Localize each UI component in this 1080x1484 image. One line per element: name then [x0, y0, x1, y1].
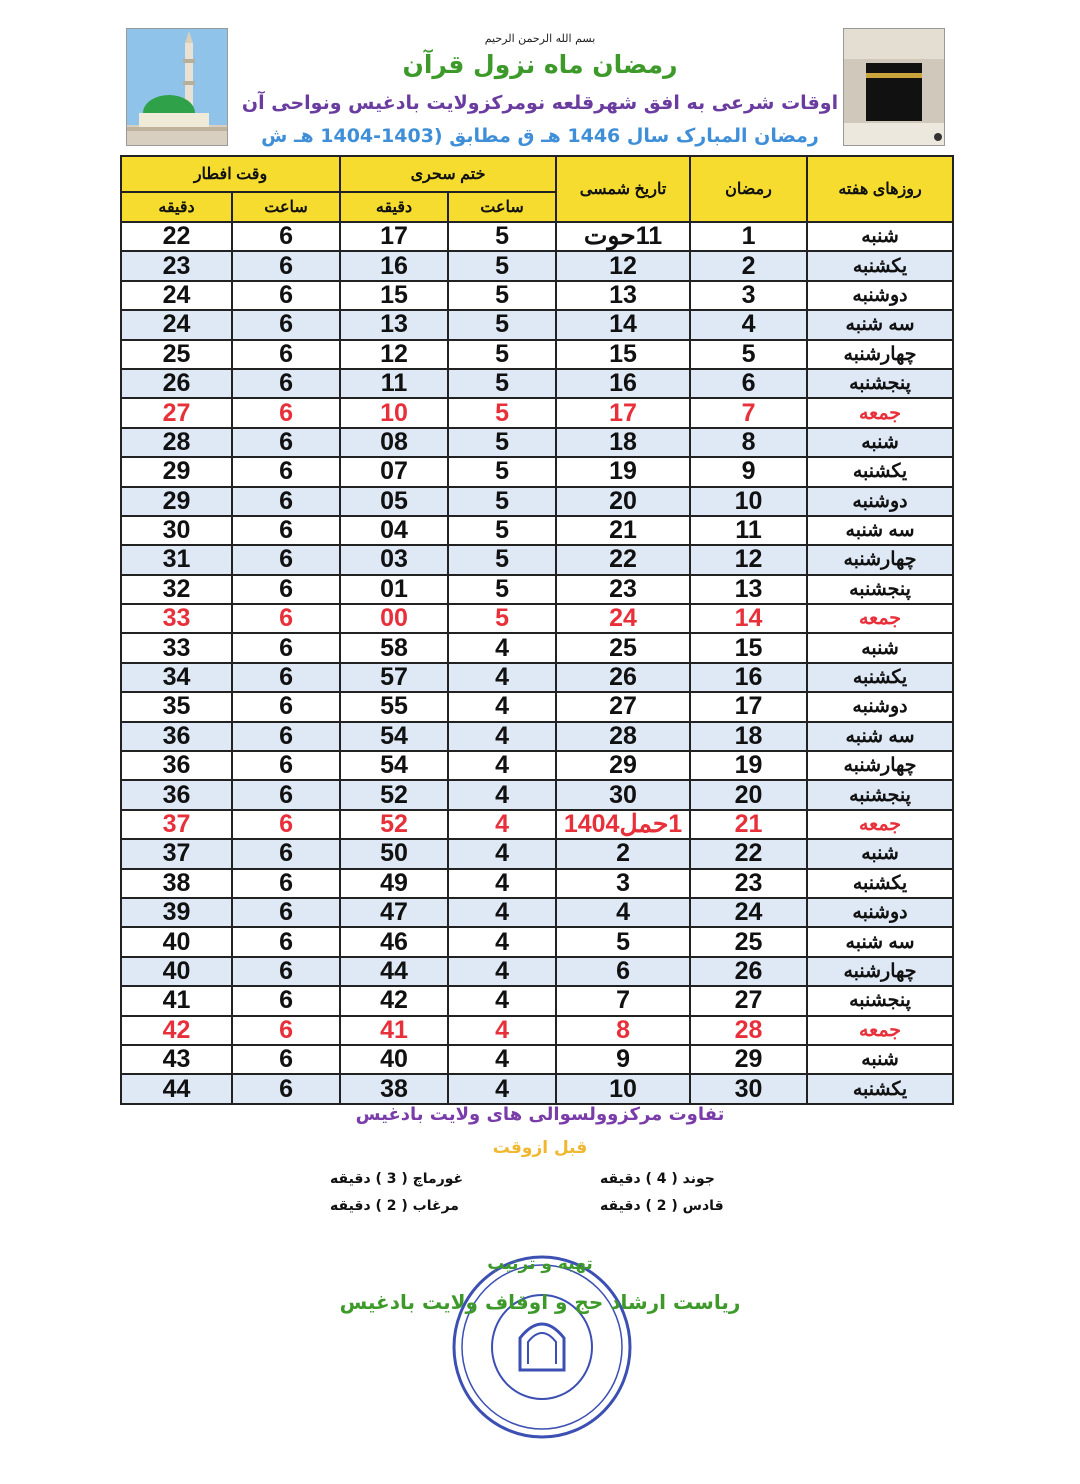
cell-sahari-minute: 46	[340, 927, 448, 956]
cell-solar-date: 6	[556, 957, 690, 986]
table-row	[121, 986, 953, 1015]
cell-sahari-hour: 4	[448, 957, 556, 986]
cell-solar-date: 1حمل1404	[556, 810, 690, 839]
page-title: رمضان ماه نزول قرآن	[402, 50, 678, 79]
cell-iftar-hour: 6	[232, 839, 340, 868]
cell-iftar-minute: 27	[121, 398, 232, 427]
cell-iftar-hour: 6	[232, 251, 340, 280]
district-difference: جوند ( 4 ) دقیقه	[600, 1171, 715, 1187]
cell-sahari-minute: 54	[340, 751, 448, 780]
cell-weekday: یکشنبه	[807, 251, 953, 280]
cell-ramadan: 28	[690, 1016, 807, 1045]
cell-weekday: شنبه	[807, 428, 953, 457]
cell-iftar-minute: 36	[121, 780, 232, 809]
cell-sahari-minute: 57	[340, 663, 448, 692]
page-subtitle: اوقات شرعی به افق شهرقلعه نومرکزولایت بادغیس ونواحی آن	[241, 92, 839, 114]
cell-iftar-minute: 38	[121, 869, 232, 898]
cell-sahari-hour: 4	[448, 722, 556, 751]
cell-weekday: دوشنبه	[807, 898, 953, 927]
cell-iftar-hour: 6	[232, 487, 340, 516]
cell-ramadan: 8	[690, 428, 807, 457]
cell-solar-date: 14	[556, 310, 690, 339]
cell-sahari-hour: 4	[448, 869, 556, 898]
cell-iftar-minute: 33	[121, 604, 232, 633]
department-name: ریاست ارشاد حج و اوقاف ولایت بادغیس	[339, 1290, 741, 1314]
cell-iftar-hour: 6	[232, 222, 340, 251]
cell-iftar-minute: 29	[121, 487, 232, 516]
cell-weekday: پنجشنبه	[807, 986, 953, 1015]
cell-weekday: سه شنبه	[807, 516, 953, 545]
header-sahari: ختم سحری	[340, 156, 556, 192]
cell-sahari-hour: 4	[448, 898, 556, 927]
cell-sahari-hour: 4	[448, 1045, 556, 1074]
district-difference: قادس ( 2 ) دقیقه	[600, 1198, 724, 1214]
cell-iftar-hour: 6	[232, 281, 340, 310]
table-row	[121, 1045, 953, 1074]
cell-solar-date: 25	[556, 633, 690, 662]
cell-ramadan: 2	[690, 251, 807, 280]
cell-sahari-minute: 58	[340, 633, 448, 662]
cell-iftar-hour: 6	[232, 516, 340, 545]
cell-sahari-hour: 5	[448, 487, 556, 516]
cell-ramadan: 10	[690, 487, 807, 516]
cell-ramadan: 6	[690, 369, 807, 398]
cell-weekday: چهارشنبه	[807, 957, 953, 986]
cell-weekday: چهارشنبه	[807, 751, 953, 780]
cell-weekday: جمعه	[807, 604, 953, 633]
cell-sahari-hour: 5	[448, 340, 556, 369]
cell-weekday: شنبه	[807, 633, 953, 662]
cell-sahari-minute: 17	[340, 222, 448, 251]
cell-sahari-hour: 4	[448, 692, 556, 721]
table-row	[121, 1016, 953, 1045]
cell-ramadan: 16	[690, 663, 807, 692]
cell-sahari-hour: 4	[448, 780, 556, 809]
cell-iftar-hour: 6	[232, 457, 340, 486]
cell-solar-date: 2	[556, 839, 690, 868]
cell-weekday: سه شنبه	[807, 310, 953, 339]
cell-sahari-minute: 00	[340, 604, 448, 633]
table-row	[121, 281, 953, 310]
cell-solar-date: 24	[556, 604, 690, 633]
cell-ramadan: 13	[690, 575, 807, 604]
timetable-body	[121, 222, 953, 1104]
table-row	[121, 487, 953, 516]
cell-iftar-hour: 6	[232, 663, 340, 692]
cell-sahari-minute: 55	[340, 692, 448, 721]
cell-sahari-hour: 5	[448, 428, 556, 457]
cell-iftar-hour: 6	[232, 927, 340, 956]
cell-weekday: چهارشنبه	[807, 545, 953, 574]
cell-solar-date: 5	[556, 927, 690, 956]
table-row	[121, 251, 953, 280]
cell-iftar-minute: 33	[121, 633, 232, 662]
cell-weekday: جمعه	[807, 398, 953, 427]
cell-iftar-minute: 22	[121, 222, 232, 251]
table-row	[121, 839, 953, 868]
cell-sahari-minute: 47	[340, 898, 448, 927]
cell-ramadan: 14	[690, 604, 807, 633]
cell-ramadan: 23	[690, 869, 807, 898]
cell-ramadan: 7	[690, 398, 807, 427]
cell-iftar-minute: 44	[121, 1074, 232, 1103]
cell-iftar-minute: 40	[121, 957, 232, 986]
cell-sahari-minute: 41	[340, 1016, 448, 1045]
cell-sahari-minute: 54	[340, 722, 448, 751]
cell-sahari-minute: 40	[340, 1045, 448, 1074]
cell-solar-date: 26	[556, 663, 690, 692]
cell-sahari-minute: 44	[340, 957, 448, 986]
cell-iftar-hour: 6	[232, 751, 340, 780]
cell-iftar-hour: 6	[232, 1016, 340, 1045]
table-row	[121, 222, 953, 251]
cell-sahari-minute: 52	[340, 810, 448, 839]
cell-sahari-hour: 4	[448, 751, 556, 780]
cell-solar-date: 19	[556, 457, 690, 486]
cell-solar-date: 10	[556, 1074, 690, 1103]
cell-sahari-minute: 15	[340, 281, 448, 310]
header-sahari-minute: دقیقه	[340, 192, 448, 222]
cell-iftar-minute: 39	[121, 898, 232, 927]
cell-solar-date: 16	[556, 369, 690, 398]
cell-sahari-hour: 4	[448, 810, 556, 839]
table-row	[121, 751, 953, 780]
table-row	[121, 692, 953, 721]
cell-sahari-hour: 4	[448, 1016, 556, 1045]
cell-iftar-hour: 6	[232, 810, 340, 839]
cell-solar-date: 4	[556, 898, 690, 927]
header-sahari-hour: ساعت	[448, 192, 556, 222]
cell-solar-date: 3	[556, 869, 690, 898]
cell-ramadan: 5	[690, 340, 807, 369]
cell-iftar-minute: 40	[121, 927, 232, 956]
cell-iftar-minute: 41	[121, 986, 232, 1015]
cell-ramadan: 24	[690, 898, 807, 927]
cell-iftar-hour: 6	[232, 398, 340, 427]
cell-weekday: جمعه	[807, 810, 953, 839]
cell-ramadan: 29	[690, 1045, 807, 1074]
cell-iftar-hour: 6	[232, 604, 340, 633]
cell-iftar-minute: 28	[121, 428, 232, 457]
cell-sahari-minute: 10	[340, 398, 448, 427]
cell-weekday: شنبه	[807, 839, 953, 868]
cell-ramadan: 1	[690, 222, 807, 251]
cell-weekday: پنجشنبه	[807, 780, 953, 809]
prophet-mosque-image	[126, 28, 228, 146]
cell-iftar-hour: 6	[232, 957, 340, 986]
cell-ramadan: 3	[690, 281, 807, 310]
cell-weekday: پنجشنبه	[807, 369, 953, 398]
cell-iftar-hour: 6	[232, 692, 340, 721]
table-row	[121, 898, 953, 927]
cell-sahari-minute: 05	[340, 487, 448, 516]
cell-sahari-minute: 04	[340, 516, 448, 545]
table-row	[121, 398, 953, 427]
cell-iftar-hour: 6	[232, 340, 340, 369]
cell-iftar-minute: 24	[121, 281, 232, 310]
cell-sahari-hour: 5	[448, 398, 556, 427]
table-row	[121, 1074, 953, 1103]
header-iftar: وقت افطار	[121, 156, 340, 192]
cell-solar-date: 11حوت	[556, 222, 690, 251]
cell-solar-date: 22	[556, 545, 690, 574]
cell-weekday: شنبه	[807, 222, 953, 251]
table-row	[121, 869, 953, 898]
cell-iftar-minute: 30	[121, 516, 232, 545]
table-row	[121, 428, 953, 457]
cell-solar-date: 7	[556, 986, 690, 1015]
cell-sahari-hour: 5	[448, 222, 556, 251]
cell-ramadan: 9	[690, 457, 807, 486]
cell-sahari-hour: 5	[448, 369, 556, 398]
cell-iftar-minute: 24	[121, 310, 232, 339]
cell-iftar-hour: 6	[232, 722, 340, 751]
cell-sahari-minute: 12	[340, 340, 448, 369]
cell-weekday: دوشنبه	[807, 281, 953, 310]
cell-solar-date: 27	[556, 692, 690, 721]
cell-weekday: جمعه	[807, 1016, 953, 1045]
cell-solar-date: 21	[556, 516, 690, 545]
cell-ramadan: 4	[690, 310, 807, 339]
cell-iftar-hour: 6	[232, 986, 340, 1015]
cell-iftar-hour: 6	[232, 1045, 340, 1074]
cell-iftar-hour: 6	[232, 369, 340, 398]
cell-weekday: یکشنبه	[807, 663, 953, 692]
cell-iftar-minute: 37	[121, 839, 232, 868]
differences-title: تفاوت مرکزوولسوالی های ولایت بادغیس	[355, 1104, 725, 1125]
cell-solar-date: 29	[556, 751, 690, 780]
table-row	[121, 310, 953, 339]
official-seal	[448, 1252, 636, 1442]
table-row	[121, 369, 953, 398]
cell-iftar-hour: 6	[232, 428, 340, 457]
cell-sahari-hour: 5	[448, 604, 556, 633]
cell-weekday: پنجشنبه	[807, 575, 953, 604]
cell-solar-date: 23	[556, 575, 690, 604]
header-iftar-hour: ساعت	[232, 192, 340, 222]
cell-ramadan: 17	[690, 692, 807, 721]
cell-ramadan: 27	[690, 986, 807, 1015]
cell-sahari-minute: 13	[340, 310, 448, 339]
cell-sahari-hour: 5	[448, 575, 556, 604]
district-difference: غورماچ ( 3 ) دقیقه	[330, 1171, 464, 1187]
cell-sahari-minute: 16	[340, 251, 448, 280]
cell-weekday: یکشنبه	[807, 1074, 953, 1103]
table-row	[121, 810, 953, 839]
cell-iftar-minute: 29	[121, 457, 232, 486]
cell-sahari-minute: 11	[340, 369, 448, 398]
cell-solar-date: 20	[556, 487, 690, 516]
cell-sahari-hour: 4	[448, 927, 556, 956]
cell-iftar-hour: 6	[232, 780, 340, 809]
cell-ramadan: 12	[690, 545, 807, 574]
cell-sahari-hour: 5	[448, 545, 556, 574]
cell-ramadan: 22	[690, 839, 807, 868]
cell-sahari-hour: 4	[448, 663, 556, 692]
cell-iftar-minute: 37	[121, 810, 232, 839]
cell-ramadan: 25	[690, 927, 807, 956]
cell-iftar-hour: 6	[232, 310, 340, 339]
cell-iftar-minute: 25	[121, 340, 232, 369]
cell-weekday: دوشنبه	[807, 692, 953, 721]
cell-iftar-minute: 43	[121, 1045, 232, 1074]
table-row	[121, 633, 953, 662]
cell-solar-date: 8	[556, 1016, 690, 1045]
cell-ramadan: 20	[690, 780, 807, 809]
cell-iftar-minute: 23	[121, 251, 232, 280]
cell-sahari-hour: 5	[448, 516, 556, 545]
cell-sahari-minute: 08	[340, 428, 448, 457]
header-iftar-minute: دقیقه	[121, 192, 232, 222]
cell-weekday: شنبه	[807, 1045, 953, 1074]
table-row	[121, 575, 953, 604]
cell-iftar-minute: 32	[121, 575, 232, 604]
table-row	[121, 340, 953, 369]
cell-ramadan: 11	[690, 516, 807, 545]
cell-iftar-minute: 42	[121, 1016, 232, 1045]
table-row	[121, 516, 953, 545]
cell-ramadan: 26	[690, 957, 807, 986]
cell-iftar-hour: 6	[232, 869, 340, 898]
cell-solar-date: 9	[556, 1045, 690, 1074]
kaaba-image	[843, 28, 945, 146]
cell-weekday: سه شنبه	[807, 722, 953, 751]
cell-ramadan: 18	[690, 722, 807, 751]
cell-solar-date: 17	[556, 398, 690, 427]
cell-weekday: دوشنبه	[807, 487, 953, 516]
cell-iftar-hour: 6	[232, 545, 340, 574]
cell-sahari-minute: 42	[340, 986, 448, 1015]
cell-sahari-minute: 07	[340, 457, 448, 486]
year-line: رمضان المبارک سال 1446 هـ ق مطابق (1403-1404 هـ ش	[261, 125, 819, 147]
cell-iftar-hour: 6	[232, 898, 340, 927]
cell-solar-date: 12	[556, 251, 690, 280]
cell-sahari-minute: 50	[340, 839, 448, 868]
cell-weekday: سه شنبه	[807, 927, 953, 956]
cell-sahari-minute: 01	[340, 575, 448, 604]
cell-sahari-minute: 49	[340, 869, 448, 898]
cell-solar-date: 15	[556, 340, 690, 369]
table-row	[121, 457, 953, 486]
cell-sahari-hour: 4	[448, 1074, 556, 1103]
cell-sahari-hour: 4	[448, 633, 556, 662]
cell-solar-date: 18	[556, 428, 690, 457]
table-row	[121, 545, 953, 574]
cell-iftar-minute: 36	[121, 751, 232, 780]
header-weekday: روزهای هفته	[807, 156, 953, 222]
cell-solar-date: 28	[556, 722, 690, 751]
cell-sahari-hour: 5	[448, 457, 556, 486]
cell-sahari-minute: 03	[340, 545, 448, 574]
table-row	[121, 722, 953, 751]
cell-iftar-minute: 34	[121, 663, 232, 692]
before-time-label: قبل ازوقت	[492, 1138, 588, 1158]
table-row	[121, 957, 953, 986]
cell-iftar-minute: 26	[121, 369, 232, 398]
cell-weekday: چهارشنبه	[807, 340, 953, 369]
header-ramadan: رمضان	[690, 156, 807, 222]
cell-sahari-hour: 4	[448, 839, 556, 868]
table-row	[121, 604, 953, 633]
cell-weekday: یکشنبه	[807, 457, 953, 486]
cell-ramadan: 15	[690, 633, 807, 662]
cell-iftar-hour: 6	[232, 633, 340, 662]
district-difference: مرغاب ( 2 ) دقیقه	[330, 1198, 459, 1214]
cell-sahari-hour: 4	[448, 986, 556, 1015]
cell-iftar-minute: 31	[121, 545, 232, 574]
table-row	[121, 927, 953, 956]
table-row	[121, 663, 953, 692]
cell-sahari-hour: 5	[448, 251, 556, 280]
cell-iftar-minute: 35	[121, 692, 232, 721]
bismillah: بسم الله الرحمن الرحیم	[484, 32, 596, 45]
cell-weekday: یکشنبه	[807, 869, 953, 898]
cell-ramadan: 21	[690, 810, 807, 839]
cell-sahari-hour: 5	[448, 310, 556, 339]
cell-ramadan: 19	[690, 751, 807, 780]
cell-sahari-minute: 38	[340, 1074, 448, 1103]
cell-solar-date: 13	[556, 281, 690, 310]
cell-iftar-hour: 6	[232, 575, 340, 604]
ramadan-timetable	[120, 155, 954, 1105]
cell-ramadan: 30	[690, 1074, 807, 1103]
table-row	[121, 780, 953, 809]
prepared-by: تهیه و ترتیب	[487, 1254, 593, 1274]
cell-solar-date: 30	[556, 780, 690, 809]
cell-sahari-hour: 5	[448, 281, 556, 310]
cell-iftar-minute: 36	[121, 722, 232, 751]
cell-sahari-minute: 52	[340, 780, 448, 809]
cell-iftar-hour: 6	[232, 1074, 340, 1103]
header-solar-date: تاریخ شمسی	[556, 156, 690, 222]
